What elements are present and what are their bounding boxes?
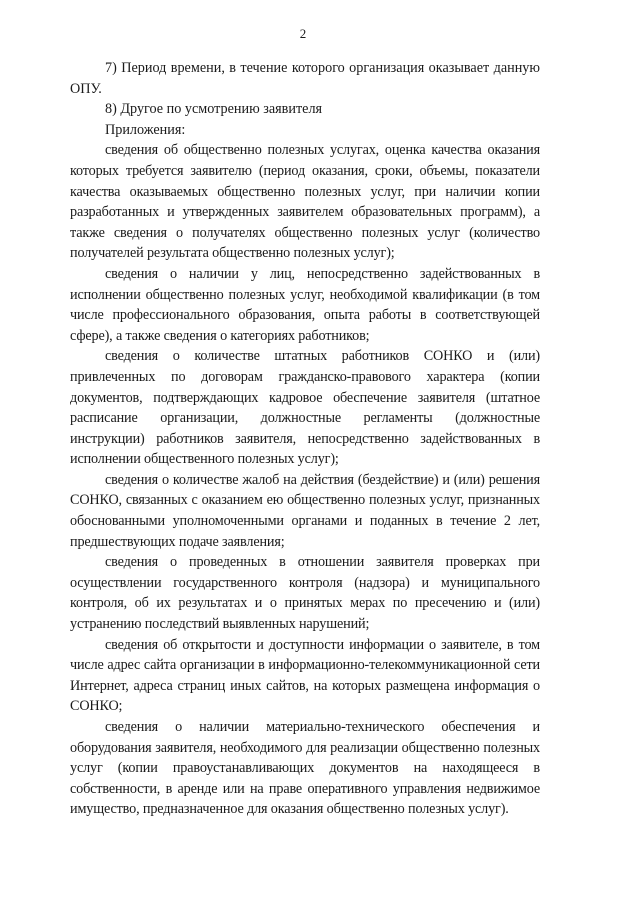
paragraph-staff-info: сведения о количестве штатных работников СОНКО и (или) привлеченных по договорам гражданско-правового характера (копии документов, подтверждающих кадровое обеспечение заявителя (штатное расписание организации, должностные регламенты (должностные инструкции) работников заявителя, непосредственно задействованных в исполнении общественного полезных услуг); bbox=[70, 348, 540, 468]
paragraph-inspections-info: сведения о проведенных в отношении заявителя проверках при осуществлении государственного контроля (надзора) и муниципального контроля, об их результатах и о принятых мерах по пресечению и (или) устранению последствий выявленных нарушений; bbox=[70, 554, 540, 633]
paragraph-other: 8) Другое по усмотрению заявителя bbox=[105, 101, 323, 118]
page-number: 2 bbox=[299, 26, 307, 41]
paragraph-complaints-info: сведения о количестве жалоб на действия (бездействие) и (или) решения СОНКО, связанных с оказанием ею общественно полезных услуг, признанных обоснованными уполномоченными органами и поданных в течение 2 лет, предшествующих подаче заявления; bbox=[70, 471, 540, 550]
paragraph-openness-info: сведения об открытости и доступности информации о заявителе, в том числе адрес сайта организации в информационно-телекоммуникационной сети Интернет, адреса страниц иных сайтов, на которых размещена информация о СОНКО; bbox=[70, 636, 540, 715]
paragraph-services-info: сведения об общественно полезных услугах, оценка качества оказания которых требуется заявителю (период оказания, сроки, объемы, показатели качества оказываемых общественно полезных услуг, при наличии копии разработанных и утвержденных заявителем образовательных программ), а также сведения о получателях общественно полезных услуг (количество получателей результата общественно полезных услуг); bbox=[70, 142, 540, 262]
document-body bbox=[70, 58, 540, 820]
attachments-heading: Приложения: bbox=[105, 121, 186, 138]
paragraph-service-period: 7) Период времени, в течение которого организация оказывает данную ОПУ. bbox=[70, 60, 540, 97]
paragraph-qualification-info: сведения о наличии у лиц, непосредственно задействованных в исполнении общественно полезных услуг, необходимой квалификации (в том числе профессионального образования, опыта работы в соответствующей сфере), а также сведения о категориях работников; bbox=[70, 265, 540, 344]
paragraph-material-info: сведения о наличии материально-технического обеспечения и оборудования заявителя, необходимого для реализации общественно полезных услуг (копии правоустанавливающих документов на находящееся в собственности, в аренде или на праве оперативного управления недвижимое имущество, предназначенное для оказания общественно полезных услуг). bbox=[70, 719, 540, 818]
